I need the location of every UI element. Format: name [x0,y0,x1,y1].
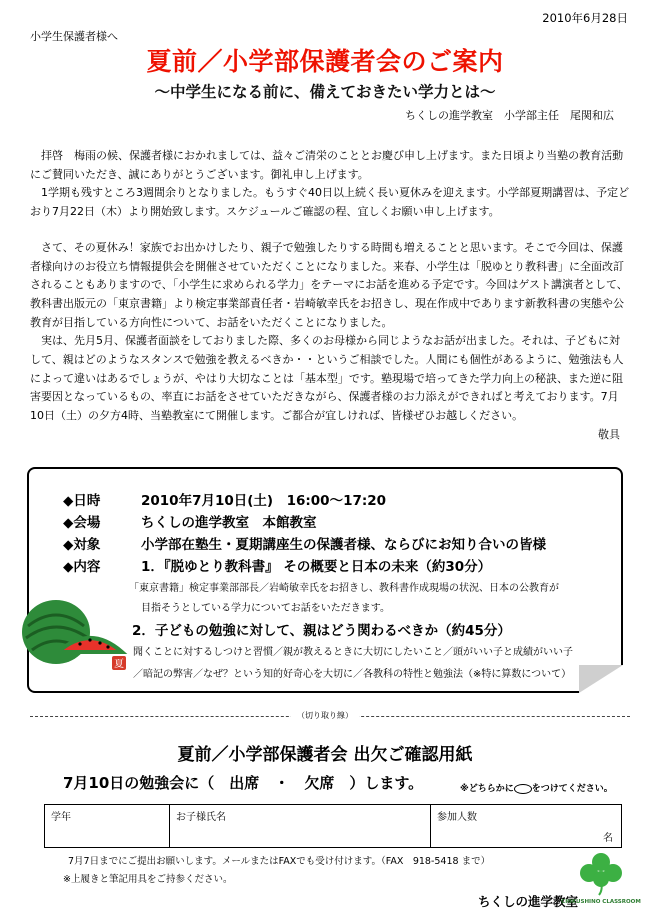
event-date-value: 2010年7月10日(土) 16:00～17:20 [141,493,387,509]
author-line: ちくしの進学教室 小学部主任 尾関和広 [405,109,614,122]
child-name-field[interactable] [170,805,431,848]
paragraph-greeting: 拝啓 梅雨の候、保護者様におかれましては、益々ご清栄のこととお慶び申し上げます。また日頃より当塾の教育活動にご賛同いただき、誠にありがとうございます。御礼申し上げます。 [30,149,624,181]
event-topic-1: 1．『脱ゆとり教科書』 その概要と日本の未来（約30分） [141,559,492,575]
page-curl-decoration [579,665,623,693]
attendee-count-label: 参加人数 [437,812,477,823]
event-date-row [63,489,386,509]
event-venue-label: ◆会場 [63,515,101,531]
page-subtitle: ～中学生になる前に、備えておきたい学力とは～ [154,83,496,101]
grade-label: 学年 [51,812,71,823]
page-title: 夏前／小学部保護者会のご案内 [146,47,504,76]
summer-stamp: 夏 [114,659,124,670]
topic2-desc-1: 聞くことに対するしつけと習慣／親が教えるときに大切にしたいこと／頭がいい子と成績がいい子 [133,647,573,658]
grade-field[interactable] [45,805,170,848]
attendance-question[interactable]: 7月10日の勉強会に（ 出席 ・ 欠席 ）します。 [63,774,424,792]
event-target-label: ◆対象 [63,537,101,553]
event-content-label: ◆内容 [63,559,101,575]
paragraph-summer-course: 1学期も残すところ3週間余りとなりました。もうすぐ40日以上続く長い夏休みを迎えます。小学部夏期講習は、予定どおり7月22日（木）より開始致します。スケジュールご確認の程、宜しくお願い申し上げます。 [30,186,630,219]
closing: 敬具 [598,427,620,441]
event-content-row [63,555,491,575]
event-target-row [63,533,546,553]
paragraph-details: 実は、先月5月、保護者面談をしておりました際、多くのお母様から同じようなお話が出ました。それは、子どもに対して、親はどのようなスタンスで勉強を教えるべきか・・というご相談でした。人間にも個性があるように、勉強法も人によって違いはあるでしょうが、やはり大切なことは「基本型」です。塾現場で培ってきた学力向上の秘訣、また逆に阻害要因となっているもの、率直にお話をさせていただきながら、保護者様のお力添えができればと考えております。7月10日（土）の夕方4時、当塾教室にて開催します。ご都合が宜しければ、皆様ぜひお越しください。 [30,334,624,423]
event-target-value: 小学部在塾生・夏期講座生の保護者様、ならびにお知り合いの皆様 [141,537,546,553]
watermelon-icon [18,596,128,676]
event-topic-2: 2．子どもの勉強に対して、親はどう関わるべきか（約45分） [132,623,511,639]
addressee: 小学生保護者様へ [30,30,118,43]
reply-form-table [44,804,622,848]
clover-logo-icon [561,848,641,912]
count-unit: 名 [603,833,613,844]
form-title: 夏前／小学部保護者会 出欠ご確認用紙 [177,745,473,765]
logo-text: CHIKUSHINO CLASSROOM [561,899,641,905]
attendee-count-field[interactable] [431,805,622,848]
topic1-desc-1: 「東京書籍」検定事業部部長／岩崎敏幸氏をお招きし、教科書作成現場の状況、日本の公教育が [129,583,559,594]
cut-label-text: （切り取り線） [291,711,359,720]
attendance-note-after: をつけてください。 [531,784,613,794]
bring-items-note: ※上履きと筆記用具をご持参ください。 [63,874,233,885]
topic2-desc-2: ／暗記の弊害／なぜ？という知的好奇心を大切に／各教科の特性と勉強法（※特に算数について） [133,669,572,680]
topic1-desc-2: 目指そうとしている学力についてお話をいただきます。 [141,603,390,614]
school-name: ちくしの進学教室 [478,894,579,909]
child-name-label: お子様氏名 [176,812,226,823]
document-date: 2010年6月28日 [542,11,628,25]
event-date-label: ◆日時 [63,493,101,509]
cut-line-label [0,710,650,721]
letter-body [30,147,630,445]
event-venue-row [63,511,317,531]
attendance-note [460,781,613,794]
circle-mark-icon [514,784,532,794]
attendance-note-before: ※どちらかに [460,784,514,794]
event-venue-value: ちくしの進学教室 本館教室 [141,515,317,531]
deadline-note: 7月7日までにご提出お願いします。メールまたはFAXでも受け付けます。（FAX 918-5418 まで） [68,856,491,867]
paragraph-event-intro: さて、その夏休み！家族でお出かけしたり、親子で勉強したりする時間も増えることと思います。そこで今回は、保護者様向けのお役立ち情報提供会を開催させていただくことになりました。来春、小学生は「脱ゆとり教科書」に全面改訂されることもありますので、「小学生に求められる学力」をテーマにお話を進める予定です。今回はゲスト講演者として、教科書出版元の「東京書籍」より検定事業部責任者・岩崎敏幸氏をお招きし、現在作成中であります新教科書の実態や公教育が目指している方向性について、お話をいただくことになりました。 [30,240,628,329]
